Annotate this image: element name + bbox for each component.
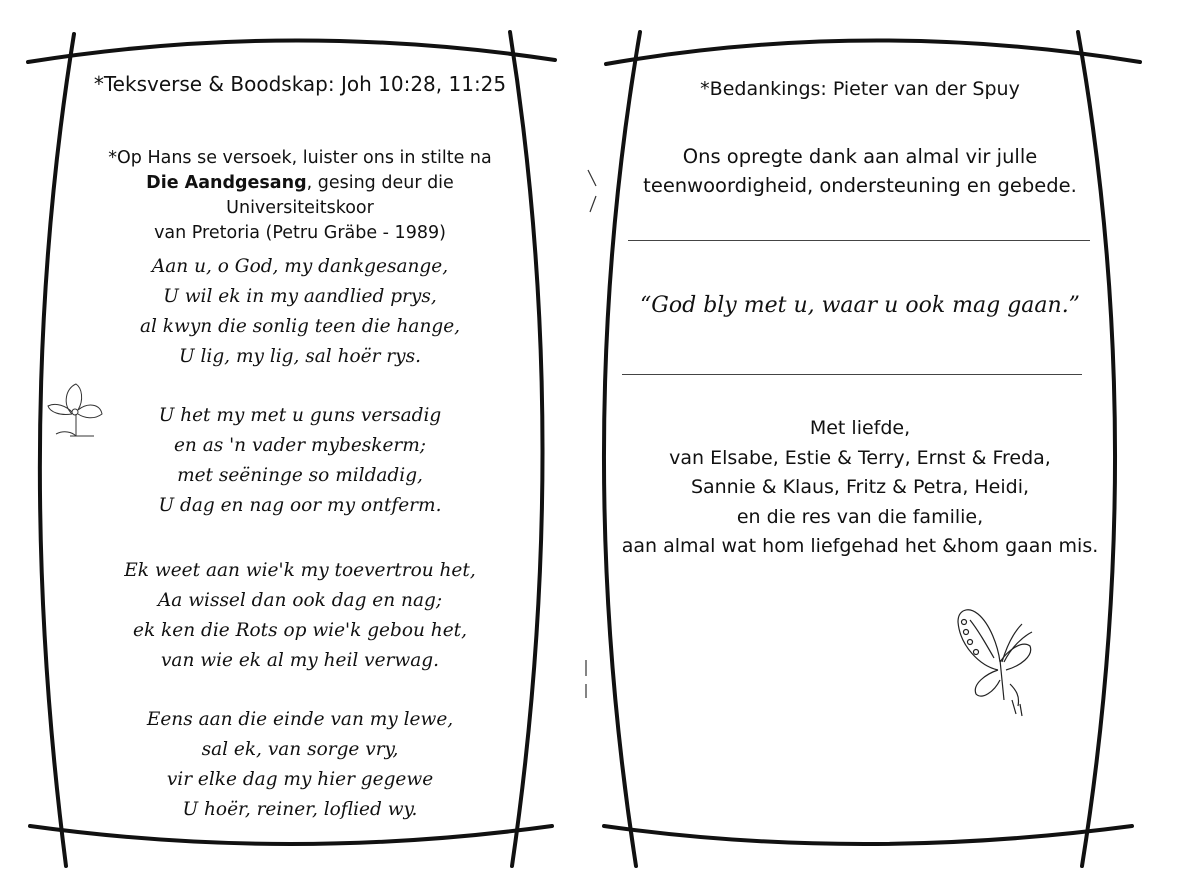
signoff-line: en die res van die familie, bbox=[736, 505, 984, 528]
right-heading: *Bedankings: Pieter van der Spuy bbox=[700, 78, 1020, 100]
intro-line-2 bbox=[70, 171, 530, 221]
verse-3 bbox=[70, 556, 530, 676]
verse-line: U het my met u guns versadig bbox=[158, 405, 442, 426]
verse-line: vir elke dag my hier gegewe bbox=[166, 769, 434, 790]
flower-ornament-icon bbox=[42, 374, 114, 446]
scan-mark-1 bbox=[588, 170, 596, 212]
verse-line: Ek weet aan wie'k my toevertrou het, bbox=[124, 560, 476, 581]
verse-line: U hoër, reiner, loflied wy. bbox=[182, 799, 418, 820]
signoff-line: aan almal wat hom liefgehad het &hom gaan mis. bbox=[621, 535, 1099, 557]
signoff-line: van Elsabe, Estie & Terry, Ernst & Freda, bbox=[669, 446, 1051, 469]
butterfly-icon bbox=[950, 600, 1050, 720]
verse-line: U wil ek in my aandlied prys, bbox=[163, 286, 437, 307]
verse-line: en as 'n vader mybeskerm; bbox=[173, 435, 427, 456]
verse-1 bbox=[70, 252, 530, 372]
verse-line: Eens aan die einde van my lewe, bbox=[146, 709, 454, 730]
intro-text bbox=[70, 146, 530, 246]
signoff-line: Sannie & Klaus, Fritz & Petra, Heidi, bbox=[690, 476, 1030, 498]
verse-line: U dag en nag oor my ontferm. bbox=[158, 495, 442, 516]
thanks-text bbox=[610, 142, 1110, 200]
verse-line: ek ken die Rots op wie'k gebou het, bbox=[133, 620, 467, 641]
signoff-line: Met liefde, bbox=[809, 417, 911, 439]
blessing-quote: “God bly met u, waar u ook mag gaan.” bbox=[640, 293, 1080, 318]
intro-line-1: *Op Hans se versoek, luister ons in stilte na bbox=[108, 148, 492, 168]
verse-line: Aa wissel dan ook dag en nag; bbox=[157, 590, 443, 611]
verse-line: met seëninge so mildadig, bbox=[177, 465, 423, 486]
verse-line: van wie ek al my heil verwag. bbox=[160, 650, 439, 671]
signoff-text bbox=[600, 414, 1120, 562]
intro-line-2-rest: , gesing deur die Universiteitskoor bbox=[226, 173, 454, 218]
verse-4 bbox=[70, 705, 530, 825]
left-frame-left bbox=[40, 34, 74, 866]
intro-line-3: van Pretoria (Petru Gräbe - 1989) bbox=[154, 223, 446, 243]
left-card bbox=[70, 0, 530, 872]
verse-line: Aan u, o God, my dankgesange, bbox=[151, 256, 449, 277]
verse-2 bbox=[70, 401, 530, 521]
left-heading: *Teksverse & Boodskap: Joh 10:28, 11:25 bbox=[93, 72, 507, 96]
right-card bbox=[610, 0, 1110, 872]
verse-line: al kwyn die sonlig teen die hange, bbox=[139, 316, 461, 337]
verse-line: sal ek, van sorge vry, bbox=[201, 739, 399, 760]
divider-bottom bbox=[622, 374, 1082, 375]
song-title: Die Aandgesang bbox=[146, 173, 307, 193]
divider-top bbox=[628, 240, 1090, 241]
thanks-line: teenwoordigheid, ondersteuning en gebede. bbox=[643, 174, 1077, 197]
verse-line: U lig, my lig, sal hoër rys. bbox=[179, 346, 421, 367]
thanks-line: Ons opregte dank aan almal vir julle bbox=[682, 145, 1038, 168]
